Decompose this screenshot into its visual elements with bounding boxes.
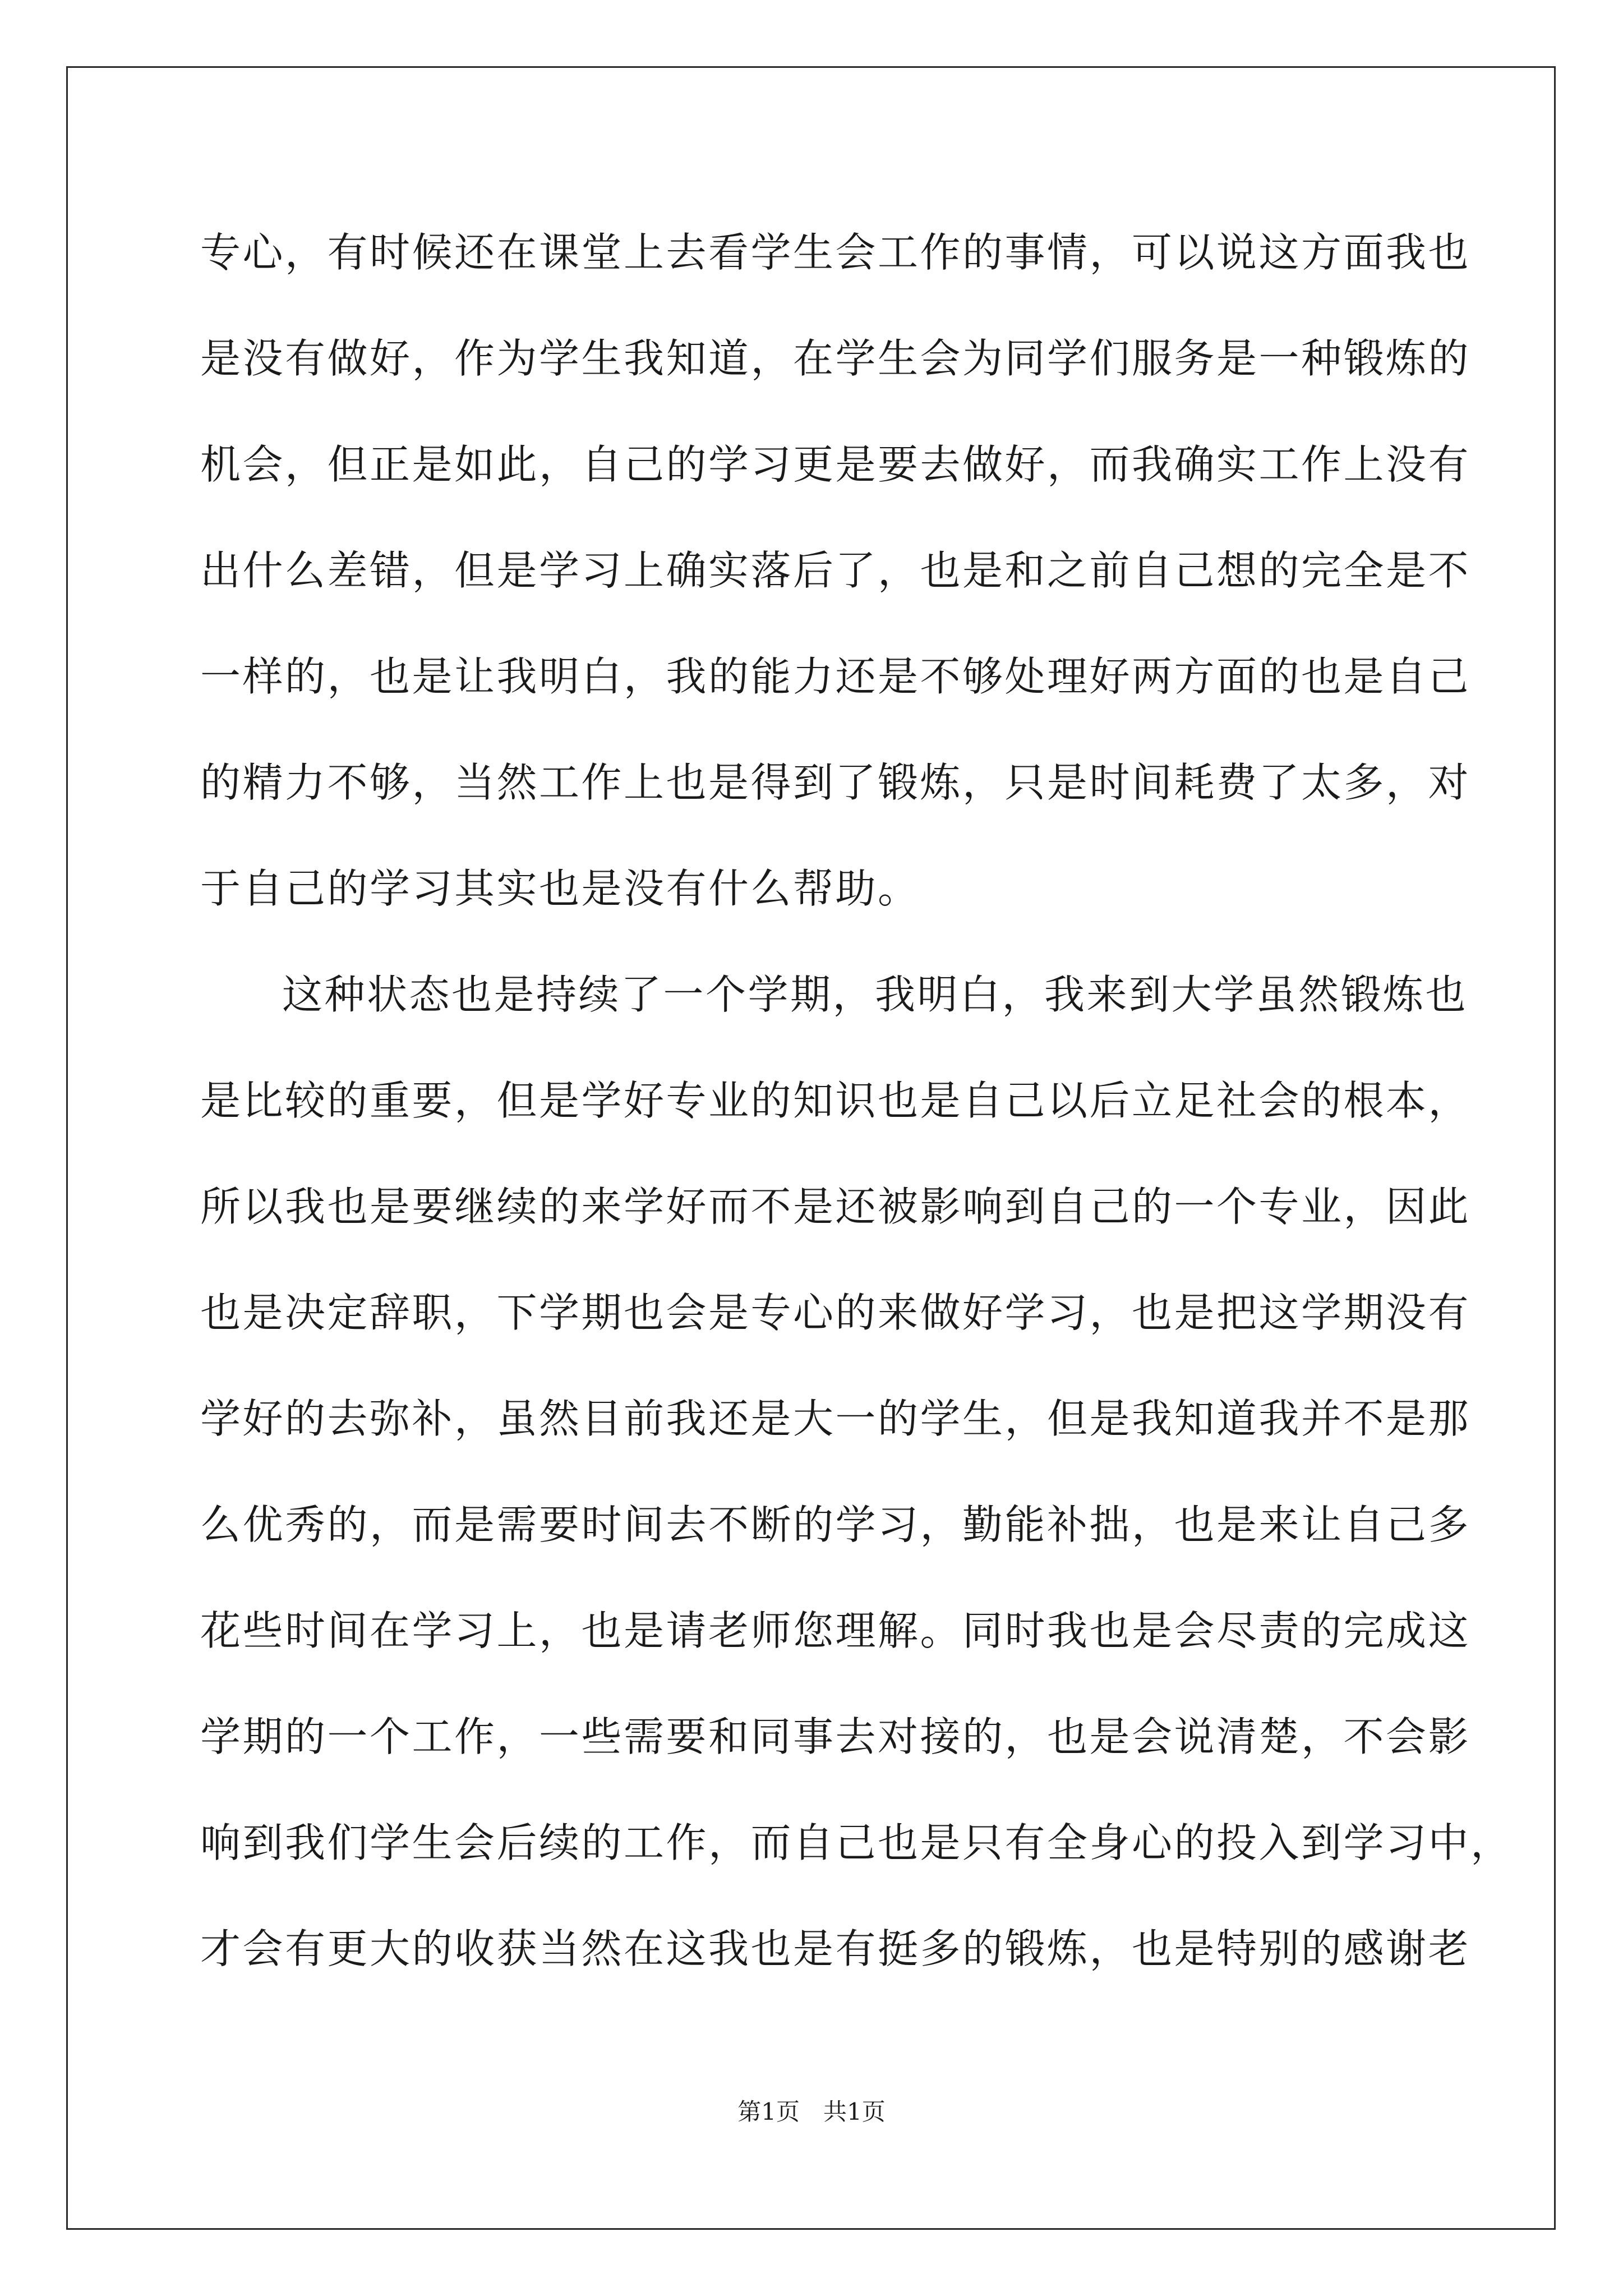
document-body — [200, 208, 1513, 2010]
text-line: 是没有做好，作为学生我知道，在学生会为同学们服务是一种锻炼的 — [200, 335, 1471, 382]
page-number: 第1页 — [737, 2098, 800, 2125]
paragraph-first-line: 这种状态也是持续了一个学期，我明白，我来到大学虽然锻炼也 — [282, 971, 1468, 1018]
page-total: 共1页 — [823, 2098, 886, 2125]
text-line: 学期的一个工作，一些需要和同事去对接的，也是会说清楚，不会影 — [200, 1713, 1471, 1760]
text-line: 出什么差错，但是学习上确实落后了，也是和之前自己想的完全是不 — [200, 547, 1471, 594]
page-footer — [0, 2095, 1623, 2129]
text-line: 机会，但正是如此，自己的学习更是要去做好，而我确实工作上没有 — [200, 441, 1471, 488]
text-line: 所以我也是要继续的来学好而不是还被影响到自己的一个专业，因此 — [200, 1183, 1471, 1230]
text-line: 一样的，也是让我明白，我的能力还是不够处理好两方面的也是自己 — [200, 653, 1471, 700]
text-line: 的精力不够，当然工作上也是得到了锻炼，只是时间耗费了太多，对 — [200, 759, 1471, 806]
text-line: 学好的去弥补，虽然目前我还是大一的学生，但是我知道我并不是那 — [200, 1395, 1471, 1442]
text-line: 么优秀的，而是需要时间去不断的学习，勤能补拙，也是来让自己多 — [200, 1501, 1471, 1548]
text-line: 响到我们学生会后续的工作，而自己也是只有全身心的投入到学习中， — [200, 1819, 1513, 1866]
text-line: 于自己的学习其实也是没有什么帮助。 — [200, 865, 920, 912]
text-line: 是比较的重要，但是学好专业的知识也是自己以后立足社会的根本， — [200, 1077, 1471, 1124]
text-line: 才会有更大的收获当然在这我也是有挺多的锻炼，也是特别的感谢老 — [200, 1925, 1471, 1972]
text-line: 也是决定辞职，下学期也会是专心的来做好学习，也是把这学期没有 — [200, 1289, 1471, 1336]
text-line: 花些时间在学习上，也是请老师您理解。同时我也是会尽责的完成这 — [200, 1607, 1471, 1654]
text-line: 专心，有时候还在课堂上去看学生会工作的事情，可以说这方面我也 — [200, 229, 1471, 276]
